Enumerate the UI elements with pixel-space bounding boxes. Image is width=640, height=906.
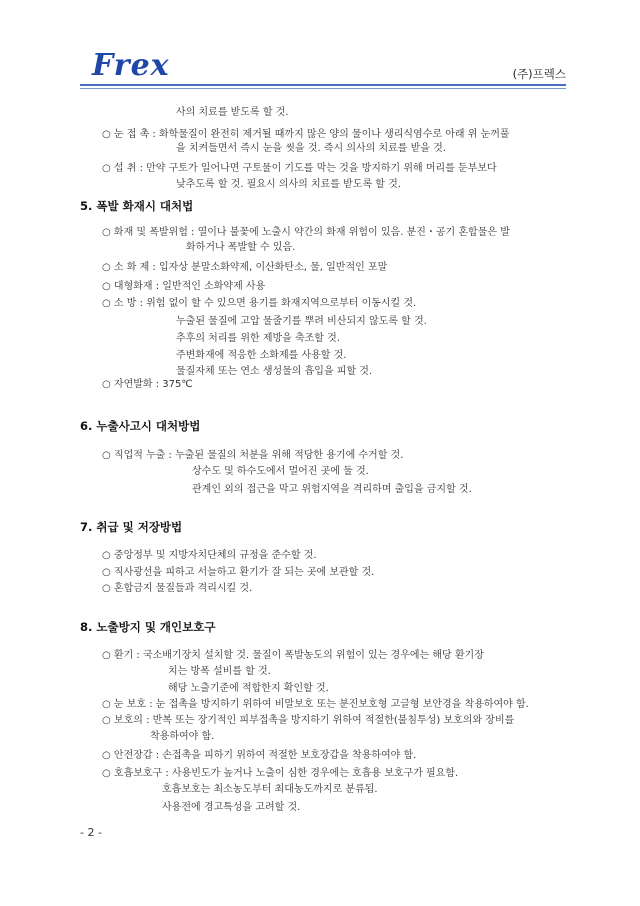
company-logo: Frex: [92, 48, 170, 83]
body-line: 주변화재에 적응한 소화제를 사용할 것.: [176, 350, 347, 361]
body-line: ○ 소 화 제 : 입자상 분말소화약제, 이산화탄소, 물, 일반적인 포말: [102, 262, 388, 273]
body-line: ○ 환기 : 국소배기장치 설치할 것. 물질이 폭발농도의 위험이 있는 경우에는 해당 환기장: [102, 650, 484, 661]
body-line: 사의 치료를 받도록 할 것.: [176, 107, 289, 118]
body-line: 물질자체 또는 연소 생성물의 흡입을 피할 것.: [176, 366, 373, 377]
body-line: ○ 눈 접 촉 : 화학물질이 완전히 제거될 때까지 많은 양의 물이나 생리식염수로 아래 위 눈꺼풀: [102, 129, 510, 140]
body-line: ○ 화재 및 폭발위험 : 열이나 불꽃에 노출시 약간의 화재 위험이 있음. 분진・공기 혼합물은 발: [102, 227, 510, 238]
body-line: ○ 자연발화 : 375℃: [102, 379, 193, 390]
body-line: ○ 안전장갑 : 손접촉을 피하기 위하여 적절한 보호장갑을 착용하여야 함.: [102, 750, 417, 761]
body-line: 호흡보호는 최소농도부터 최대농도까지로 분류됨.: [162, 784, 378, 795]
body-line: 누출된 물질에 고압 물줄기를 뿌려 비산되지 않도록 할 것.: [176, 316, 427, 327]
body-line: ○ 눈 보호 : 눈 접촉을 방지하기 위하여 비말보호 또는 분진보호형 고글형 보안경을 착용하여야 함.: [102, 699, 529, 710]
section-heading-5: 5. 폭발 화재시 대처법: [80, 199, 194, 213]
body-line: 을 치켜들면서 즉시 눈을 씻을 것. 즉시 의사의 치료를 받을 것.: [176, 143, 446, 154]
body-line: 화하거나 폭발할 수 있음.: [186, 242, 296, 253]
body-line: ○ 중앙정부 및 지방자치단체의 규정을 준수할 것.: [102, 550, 317, 561]
body-line: ○ 호흡보호구 : 사용빈도가 높거나 노출이 심한 경우에는 호흡용 보호구가 필요함.: [102, 768, 459, 779]
body-line: 사용전에 경고특성을 고려할 것.: [162, 802, 301, 813]
body-line: 낮추도록 할 것. 필요시 의사의 치료를 받도록 할 것.: [176, 179, 401, 190]
body-line: ○ 보호의 : 반복 또는 장기적인 피부접촉을 방지하기 위하여 적절한(불침투성) 보호의와 장비를: [102, 715, 515, 726]
header-rule: [80, 84, 566, 86]
body-line: ○ 섭 취 : 만약 구토가 일어나면 구토물이 기도를 막는 것을 방지하기 위해 머리를 둔부보다: [102, 163, 497, 174]
body-line: ○ 소 방 : 위험 없이 할 수 있으면 용기를 화재지역으로부터 이동시킬 것.: [102, 298, 417, 309]
body-line: ○ 대형화재 : 일반적인 소화약제 사용: [102, 281, 266, 292]
section-heading-6: 6. 누출사고시 대처방법: [80, 419, 201, 433]
body-line: 추후의 처리를 위한 제방을 축조할 것.: [176, 333, 340, 344]
body-line: ○ 혼합금지 물질들과 격리시킬 것.: [102, 583, 253, 594]
body-line: 착용하여야 함.: [150, 731, 215, 742]
section-heading-7: 7. 취급 및 저장방법: [80, 520, 183, 534]
body-line: 관계인 외의 접근을 막고 위험지역을 격리하며 출입을 금지할 것.: [192, 484, 472, 495]
company-name: (주)프렉스: [512, 67, 566, 81]
page-number: - 2 -: [80, 826, 102, 839]
section-heading-8: 8. 노출방지 및 개인보호구: [80, 620, 216, 634]
body-line: 치는 방폭 설비를 할 것.: [168, 666, 271, 677]
body-line: 상수도 및 하수도에서 멀어진 곳에 둘 것.: [192, 466, 369, 477]
body-line: ○ 직사광선을 피하고 서늘하고 환기가 잘 되는 곳에 보관할 것.: [102, 567, 375, 578]
body-line: 해당 노출기준에 적합한지 확인할 것.: [168, 683, 329, 694]
body-line: ○ 직업적 누출 : 누출된 물질의 처분을 위해 적당한 용기에 수거할 것.: [102, 450, 404, 461]
header-rule-thin: [80, 88, 566, 89]
